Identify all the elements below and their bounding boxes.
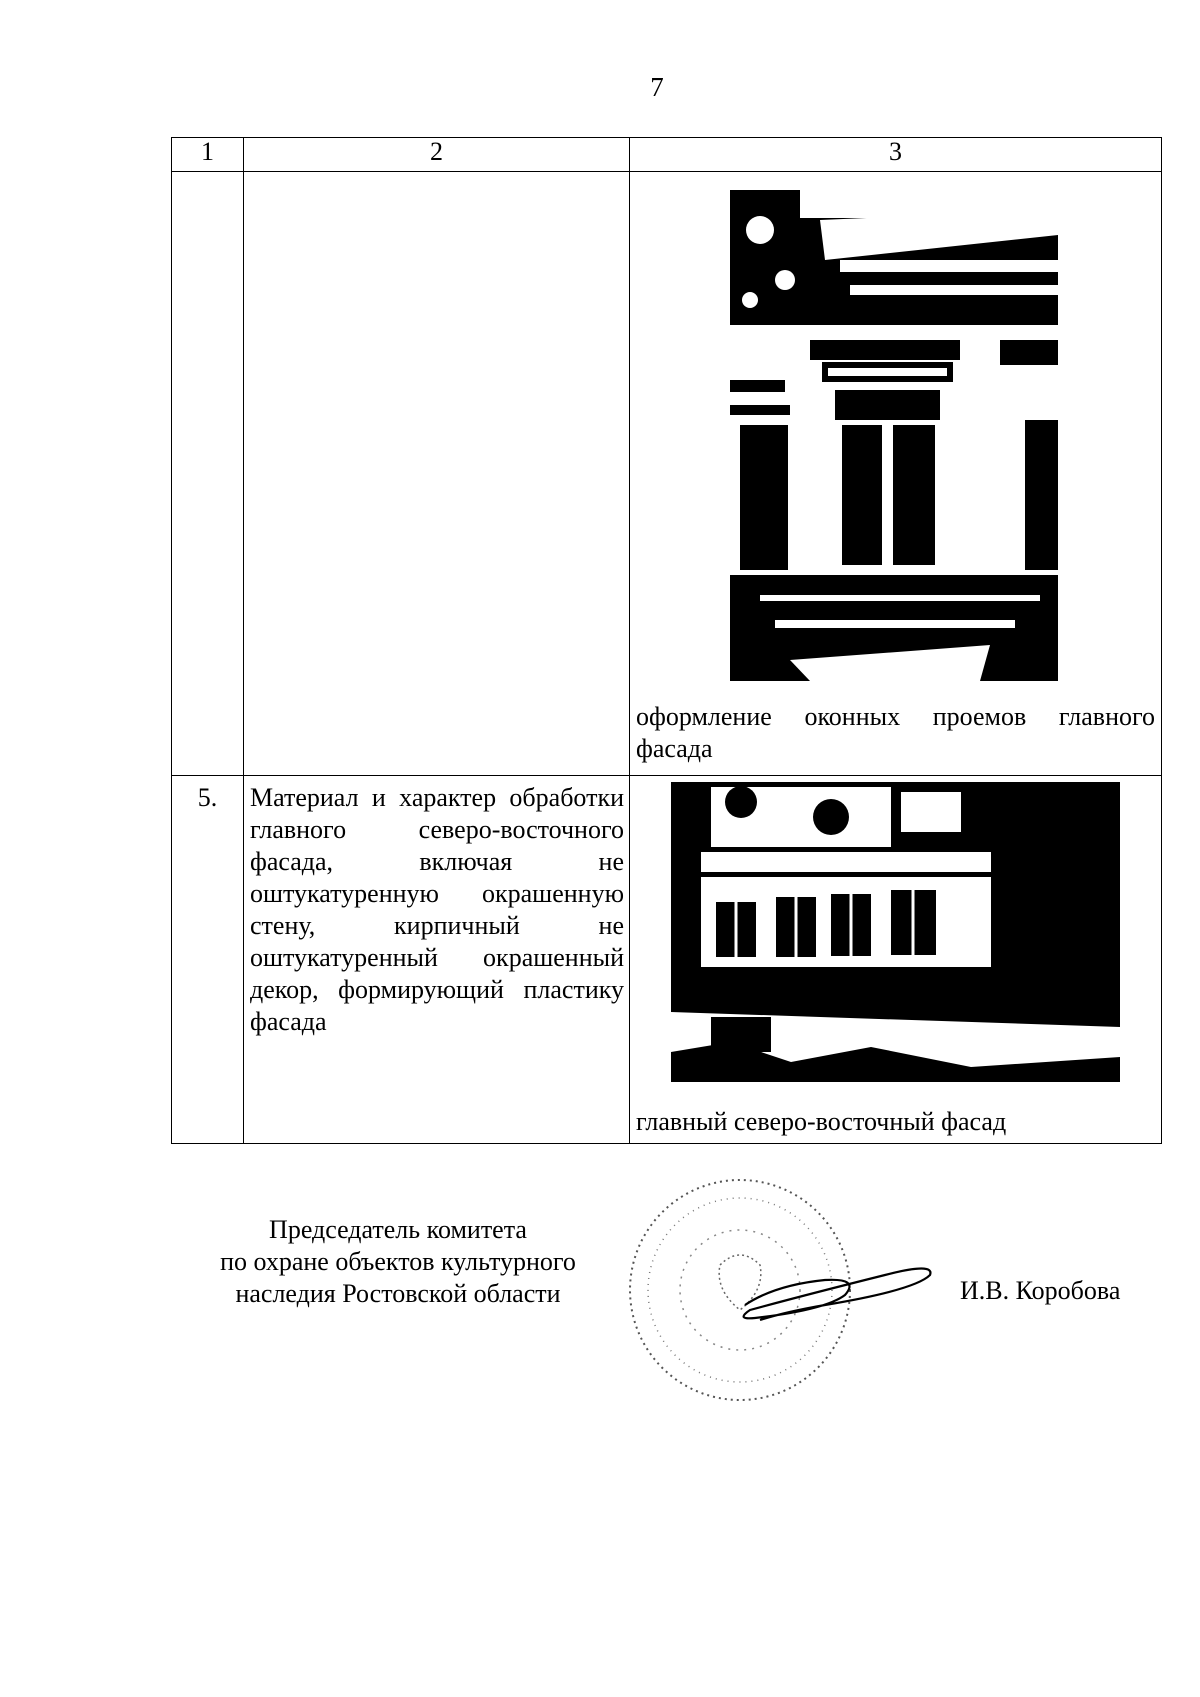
window-frames-photo: [730, 190, 1058, 681]
table-header-row: [172, 138, 1162, 172]
column-header-2: 2: [244, 138, 630, 172]
column-header-1: 1: [172, 138, 244, 172]
signatory-title: [196, 1214, 600, 1310]
signatory-title-line: наследия Ростовской области: [235, 1279, 561, 1308]
row-number: [172, 172, 244, 776]
row-description: Материал и характер обработки главного северо-восточного фасада, включая не оштукатуренную окрашенную стену, кирпичный не оштукатуренный окрашенный декор, формирующий пластику фасада: [244, 776, 630, 1144]
facade-photo: [671, 782, 1120, 1082]
row-description: [244, 172, 630, 776]
signatory-title-line: Председатель комитета: [269, 1215, 527, 1244]
photo-cell: [630, 776, 1162, 1144]
photo-cell: [630, 172, 1162, 776]
table-row: [172, 172, 1162, 776]
facade-elements-table: [171, 137, 1162, 1144]
signer-name: И.В. Коробова: [960, 1276, 1121, 1305]
table-row: [172, 776, 1162, 1144]
signatory-title-line: по охране объектов культурного: [220, 1247, 576, 1276]
row-number: 5.: [172, 776, 244, 1144]
page-number: 7: [650, 72, 664, 102]
official-seal-and-signature: [625, 1170, 945, 1405]
photo-caption: оформление оконных проемов главного фасада: [636, 702, 1155, 763]
column-header-3: 3: [630, 138, 1162, 172]
photo-caption: главный северо-восточный фасад: [636, 1107, 1007, 1136]
